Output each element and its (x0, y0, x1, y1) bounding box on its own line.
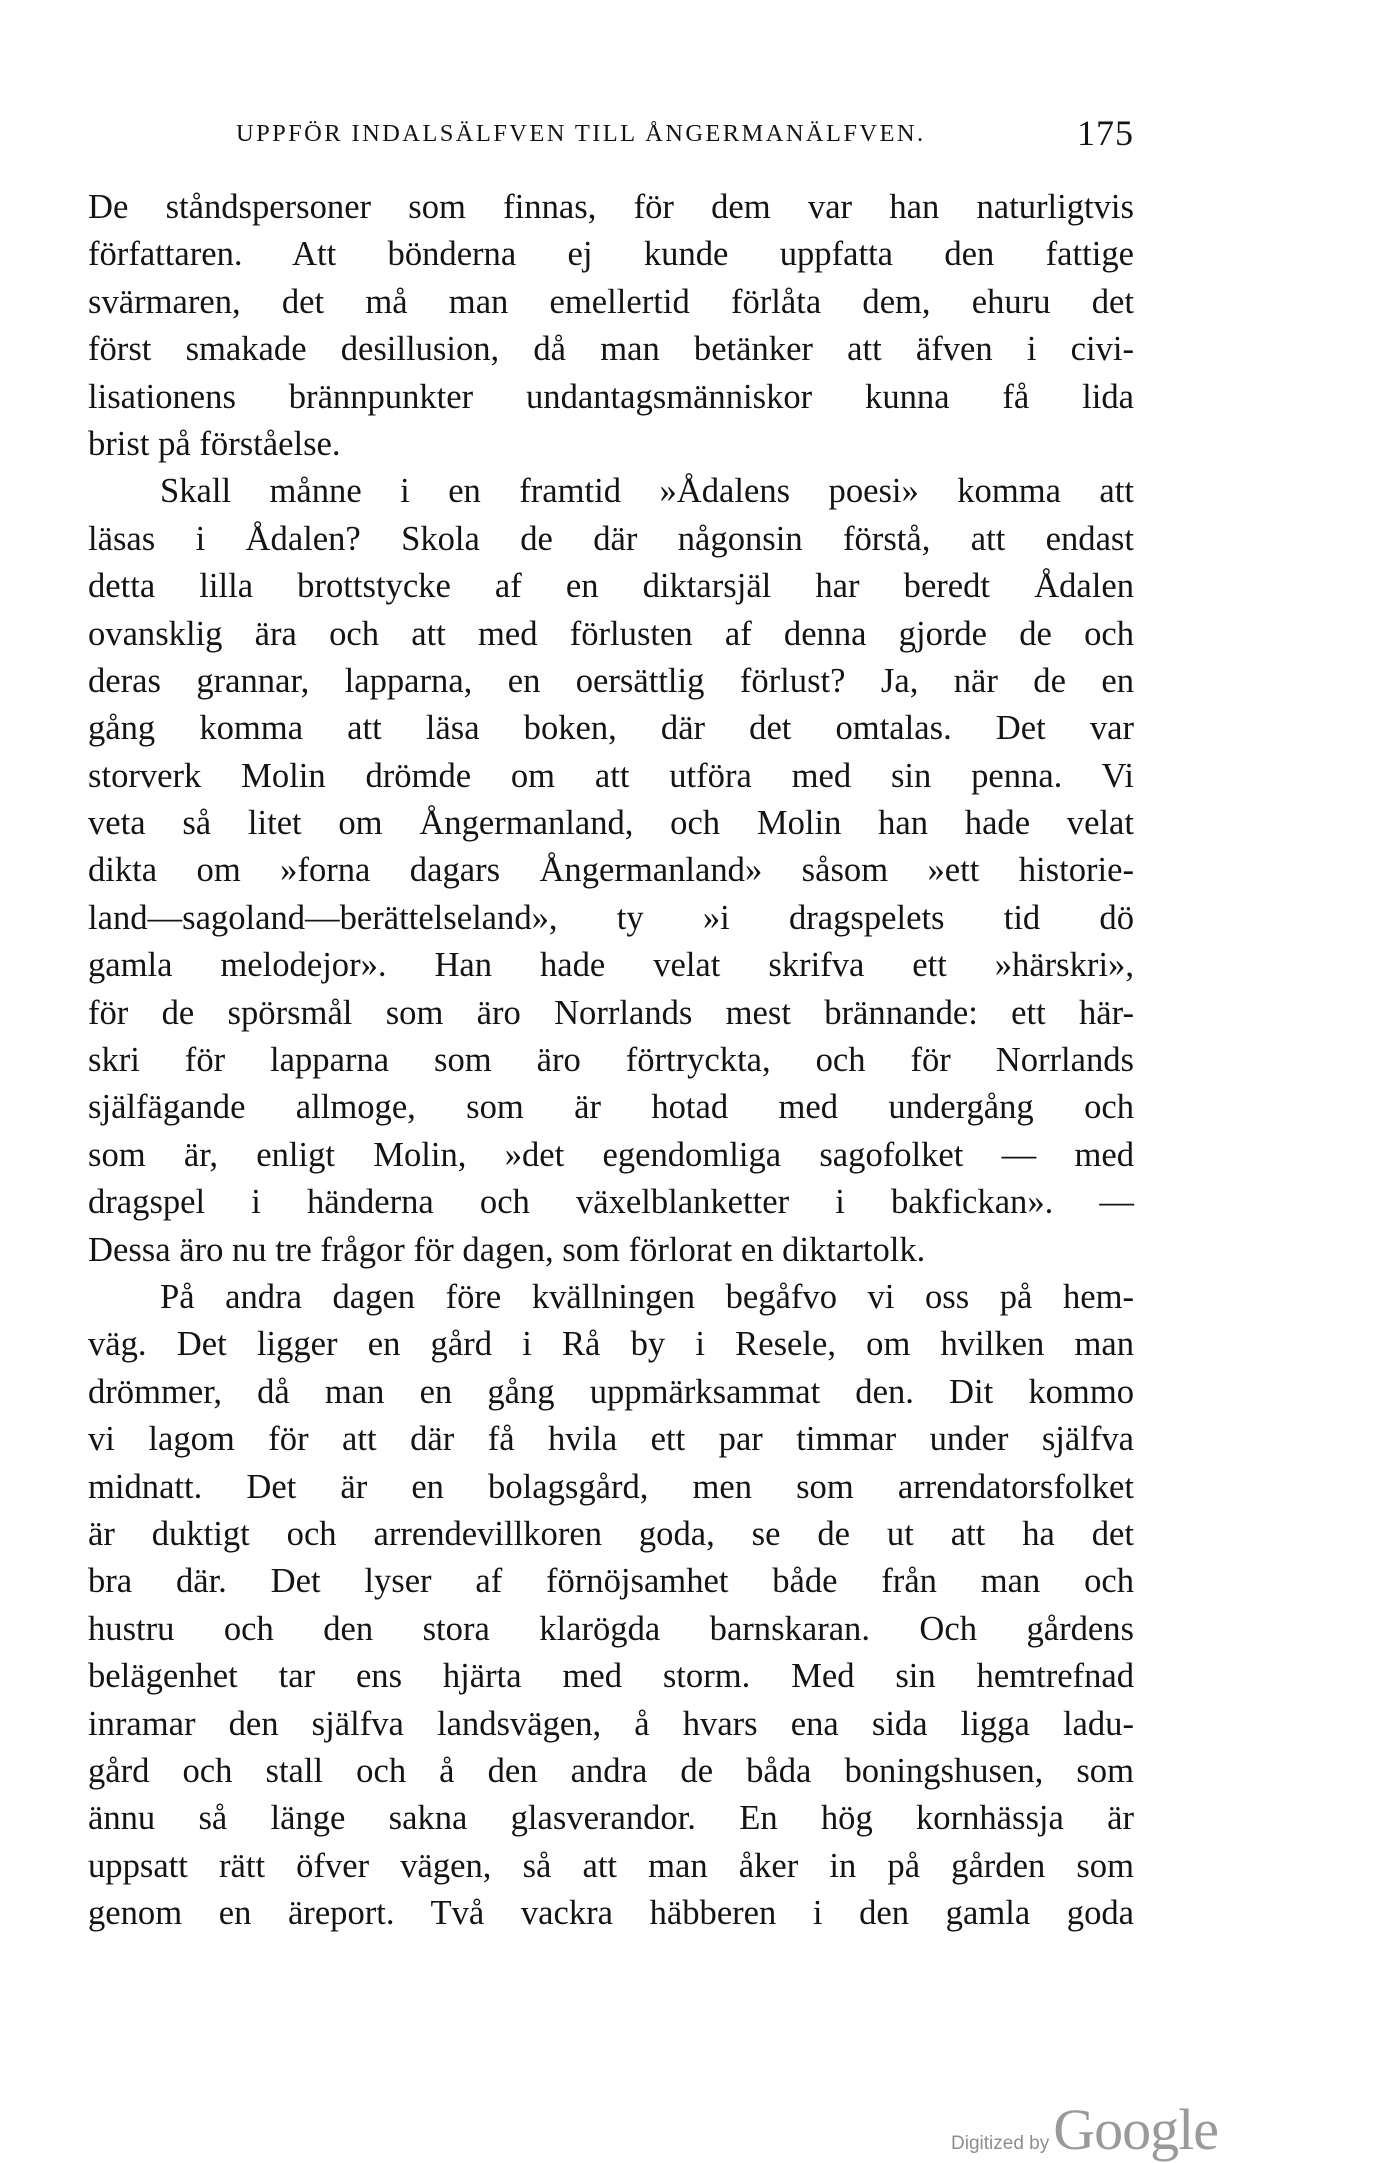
text-line: detta lilla brottstycke af en diktarsjäl har beredt Ådalen (88, 567, 1134, 606)
text-line: Dessa äro nu tre frågor för dagen, som förlorat en diktartolk. (88, 1230, 926, 1269)
text-line: storverk Molin drömde om att utföra med sin penna. Vi (88, 756, 1134, 795)
text-line: skri för lapparna som äro förtryckta, och för Norrlands (88, 1041, 1134, 1080)
google-logo: Google (1053, 2097, 1218, 2162)
text-line: väg. Det ligger en gård i Rå by i Resele, om hvilken man (88, 1325, 1134, 1364)
text-line: är duktigt och arrendevillkoren goda, se de ut att ha det (88, 1514, 1134, 1553)
text-line: gång komma att läsa boken, där det omtalas. Det var (88, 709, 1134, 748)
running-head (88, 112, 1134, 162)
text-line: vi lagom för att där få hvila ett par timmar under själfva (88, 1420, 1134, 1459)
text-line: först smakade desillusion, då man betänker att äfven i civi- (88, 330, 1134, 369)
text-line: uppsatt rätt öfver vägen, så att man åker in på gården som (88, 1846, 1134, 1885)
text-line: brist på förståelse. (88, 424, 341, 463)
text-line: ovansklig ära och att med förlusten af denna gjorde de och (88, 614, 1134, 653)
text-line: författaren. Att bönderna ej kunde uppfatta den fattige (88, 235, 1134, 274)
text-line: för de spörsmål som äro Norrlands mest brännande: ett här- (88, 993, 1134, 1032)
text-line: gamla melodejor». Han hade velat skrifva ett »härskri», (88, 946, 1134, 985)
watermark-caption: Digitized by (951, 2133, 1050, 2154)
text-line: som är, enligt Molin, »det egendomliga sagofolket — med (88, 1135, 1134, 1174)
text-line: inramar den själfva landsvägen, å hvars ena sida ligga ladu- (88, 1704, 1134, 1743)
text-line: De ståndspersoner som finnas, för dem var han naturligtvis (88, 188, 1134, 226)
text-line: ännu så länge sakna glasverandor. En hög kornhässja är (88, 1799, 1134, 1838)
text-line: själfägande allmoge, som är hotad med undergång och (88, 1088, 1134, 1127)
body-text (88, 184, 1134, 1937)
text-line: drömmer, då man en gång uppmärksammat den. Dit kommo (88, 1372, 1134, 1411)
text-line: läsas i Ådalen? Skola de där någonsin förstå, att endast (88, 519, 1134, 558)
text-line: genom en äreport. Två vackra häbberen i den gamla goda (88, 1894, 1134, 1933)
text-line: veta så litet om Ångermanland, och Molin han hade velat (88, 804, 1134, 843)
text-line: belägenhet tar ens hjärta med storm. Med sin hemtrefnad (88, 1657, 1134, 1696)
text-line: På andra dagen före kvällningen begåfvo vi oss på hem- (160, 1277, 1134, 1316)
text-line: svärmaren, det må man emellertid förlåta dem, ehuru det (88, 282, 1134, 321)
page-number: 175 (1077, 113, 1134, 153)
text-line: Skall månne i en framtid »Ådalens poesi» komma att (160, 472, 1134, 511)
text-line: dikta om »forna dagars Ångermanland» såsom »ett historie- (88, 851, 1134, 890)
text-line: land—sagoland—berättelseland», ty »i dragspelets tid dö (88, 898, 1134, 937)
text-line: hustru och den stora klarögda barnskaran. Och gårdens (88, 1609, 1134, 1648)
text-line: lisationens brännpunkter undantagsmänniskor kunna få lida (88, 377, 1134, 416)
text-line: dragspel i händerna och växelblanketter i bakfickan». — (88, 1183, 1134, 1222)
running-title: UPPFÖR INDALSÄLFVEN TILL ÅNGERMANÄLFVEN. (236, 120, 926, 147)
text-line: midnatt. Det är en bolagsgård, men som arrendatorsfolket (88, 1467, 1134, 1506)
text-line: deras grannar, lapparna, en oersättlig förlust? Ja, när de en (88, 661, 1134, 700)
text-line: gård och stall och å den andra de båda boningshusen, som (88, 1751, 1134, 1790)
digitization-watermark (951, 2096, 1218, 2163)
text-line: bra där. Det lyser af förnöjsamhet både från man och (88, 1562, 1134, 1601)
